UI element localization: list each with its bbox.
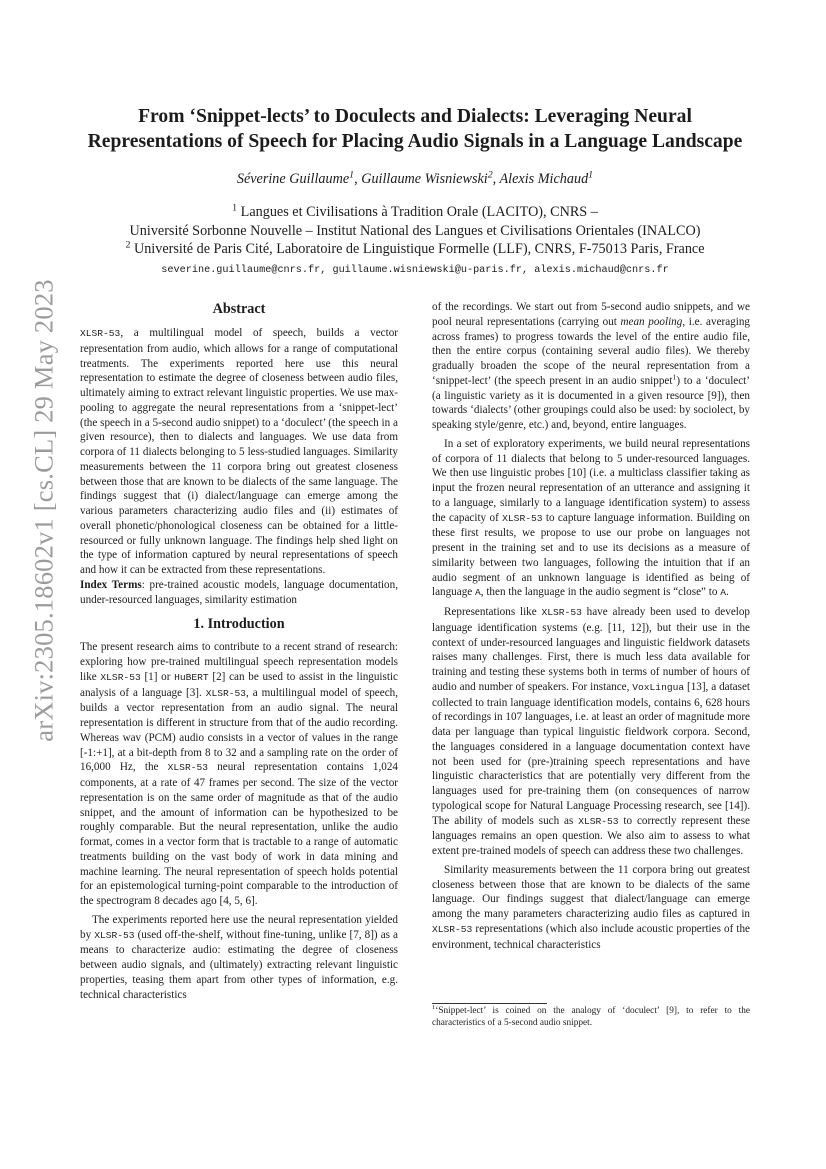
footnote-marker: 1 [672, 372, 677, 382]
left-column [80, 300, 398, 1002]
intro-paragraph-2: The experiments reported here use the neural representation yielded by XLSR-53 (used off-the-shelf, without fine-tuning, unlike [7, 8]) as a means to characterize audio: estimating the degree of closeness between audio signals, and (ultimately) extracting relevant linguistic properties, teasing them apart from other types of information, e.g. technical characteristics [80, 913, 398, 1001]
footnote-rule [432, 1003, 547, 1004]
paper-title: From ‘Snippet-lects’ to Doculects and Dialects: Leveraging Neural Representations of Speech for Placing Audio Signals in a Language Landscape [87, 106, 743, 152]
authors: Séverine Guillaume$^1$, Guillaume Wisniewski$^2$, Alexis Michaud$^1$ [236, 169, 594, 187]
right-paragraph-3: Representations like XLSR-53 have already been used to develop language identification systems (e.g. [11, 12]), but their use in the context of under-resourced languages and linguistic fieldwork datasets raises many challenges. First, there is much less data available for training and testing these systems both in terms of number of hours of audio and number of speakers. For instance, VoxLingua [13], a dataset collected to train language identification models, contains 6, 628 hours of recordings in 107 languages, i.e. at least an order of magnitude more data per language than typical linguistic fieldwork corpora. Second, the languages considered in a language documentation context have not been used for (pre-)training speech representations and have linguistic characteristics that are potentially very different from the languages used for pre-training them (on consequences of narrow typological scope for Natural Language Processing research, see [14]). The ability of models such as XLSR-53 to correctly represent these languages remains an open question. We also aim to assess to what extent pre-trained models of speech can address these two challenges. [432, 606, 751, 857]
intro-heading: 1. Introduction [193, 616, 285, 633]
abstract-heading: Abstract [212, 301, 266, 317]
author-emails: severine.guillaume@cnrs.fr, guillaume.wisniewski@u-paris.fr, alexis.michaud@cnrs.fr [161, 264, 669, 276]
right-paragraph-1: of the recordings. We start out from 5-second audio snippets, and we pool neural representations (carrying out mean pooling, i.e. averaging across frames) to progress towards the level of the entire audio file, then the entire corpus (containing several audio files). We thereby gradually broaden the scope of the neural representation from a ‘snippet-lect’ (the speech present in an audio snippet$^1$) to a ‘doculect’ (a linguistic variety as it is documented in a given resource [9]), then towards ‘dialects’ (other groupings could also be used: by sociolect, by speaking style/genre, etc.) and, beyond, entire languages. [432, 301, 750, 431]
right-column [432, 300, 750, 952]
abstract-body: XLSR-53, a multilingual model of speech, builds a vector representation from audio, which allows for a range of computational treatments. The experiments reported here use this neural representation to estimate the degree of closeness between audio files, ultimately aiming to extract relevant linguistic properties. We use max-pooling to aggregate the neural representations from a ‘snippet-lect’ (the speech in a 5-second audio snippet) to a ‘doculect’ (the speech in a given resource), then to dialects and languages. We use data from corpora of 11 dialects belonging to 5 less-studied languages. Similarity measurements between the 11 corpora bring out greatest closeness between those that are known to be dialects of the same language. The findings suggest that (i) dialect/language can emerge among the various parameters characterizing audio files and (ii) estimates of overall phonetic/phonological closeness can be obtained for a little-resourced or fully unknown language. The findings help shed light on the type of information captured by neural representations of speech and how it can be extracted from these representations. [80, 327, 398, 576]
right-paragraph-4: Similarity measurements between the 11 corpora bring out greatest closeness between those that are known to be dialects of the same language. Our findings suggest that dialect/language can emerge among the many parameters characterizing audio files as captured in XLSR-53 representations (which also include acoustic properties of the environment, technical characteristics [432, 863, 750, 951]
arxiv-stamp: arXiv:2305.18602v1 [cs.CL] 29 May 2023 [28, 278, 59, 742]
footnote: $^1$‘Snippet-lect’ is coined on the analogy of ‘doculect’ [9], to refer to the characteristics of a 5-second audio snippet. [432, 1003, 750, 1028]
right-paragraph-2: In a set of exploratory experiments, we build neural representations of corpora of 11 dialects that belong to 5 under-resourced languages. We then use linguistic probes [10] (i.e. a multiclass classifier taking as input the frozen neural representation of an utterance and assigning it to a language, similarly to a language identification system) to assess the capacity of XLSR-53 to capture language information. Building on these first results, we propose to use our probe on languages not present in the training set and to use its decisions as a measure of similarity between two languages, following the intuition that if an audio segment of an unknown language is identified as being of language A, then the language in the audio segment is “close” to A. [432, 437, 750, 599]
index-terms: Index Terms: pre-trained acoustic models, language documentation, under-resourced languages, similarity estimation [80, 578, 398, 606]
intro-paragraph-1: The present research aims to contribute to a recent strand of research: exploring how pre-trained multilingual speech representation models like XLSR-53 [1] or HuBERT [2] can be used to assist in the linguistic analysis of a language [3]. XLSR-53, a multilingual model of speech, builds a vector representation from an audio signal. The neural representation is different in structure from that of the audio recording. Whereas wav (PCM) audio consists in a vector of values in the range [-1:+1], at a bit-depth from 8 to 32 and a sampling rate on the order of 16,000 Hz, the XLSR-53 neural representation contains 1,024 components, at a rate of 47 frames per second. The size of the vector representation is on the same order of magnitude as that of the audio snippet, and the amount of information can be hypothesized to be roughly comparable. But the neural representation, unlike the audio format, comes in a vector form that is tractable to a range of automatic treatments building on the vast body of work in data mining and machine learning. The neural representation of speech holds potential for an epistemological turning-point comparable to the introduction of the spectrogram 8 decades ago [4, 5, 6]. [80, 641, 398, 907]
affiliations: $^1$ Langues et Civilisations à Tradition Orale (LACITO), CNRS – Université Sorbonne Nouvelle – Institut National des Langues et Civilisations Orientales (INALCO) $^2$ Université de Paris Cité, Laboratoire de Linguistique Formelle (LLF), CNRS, F-75013 Paris, France severine.guillaume@cnrs.fr, guillaume.wisniewski@u-paris.fr, alexis.michaud@cnrs.fr [60, 203, 770, 280]
